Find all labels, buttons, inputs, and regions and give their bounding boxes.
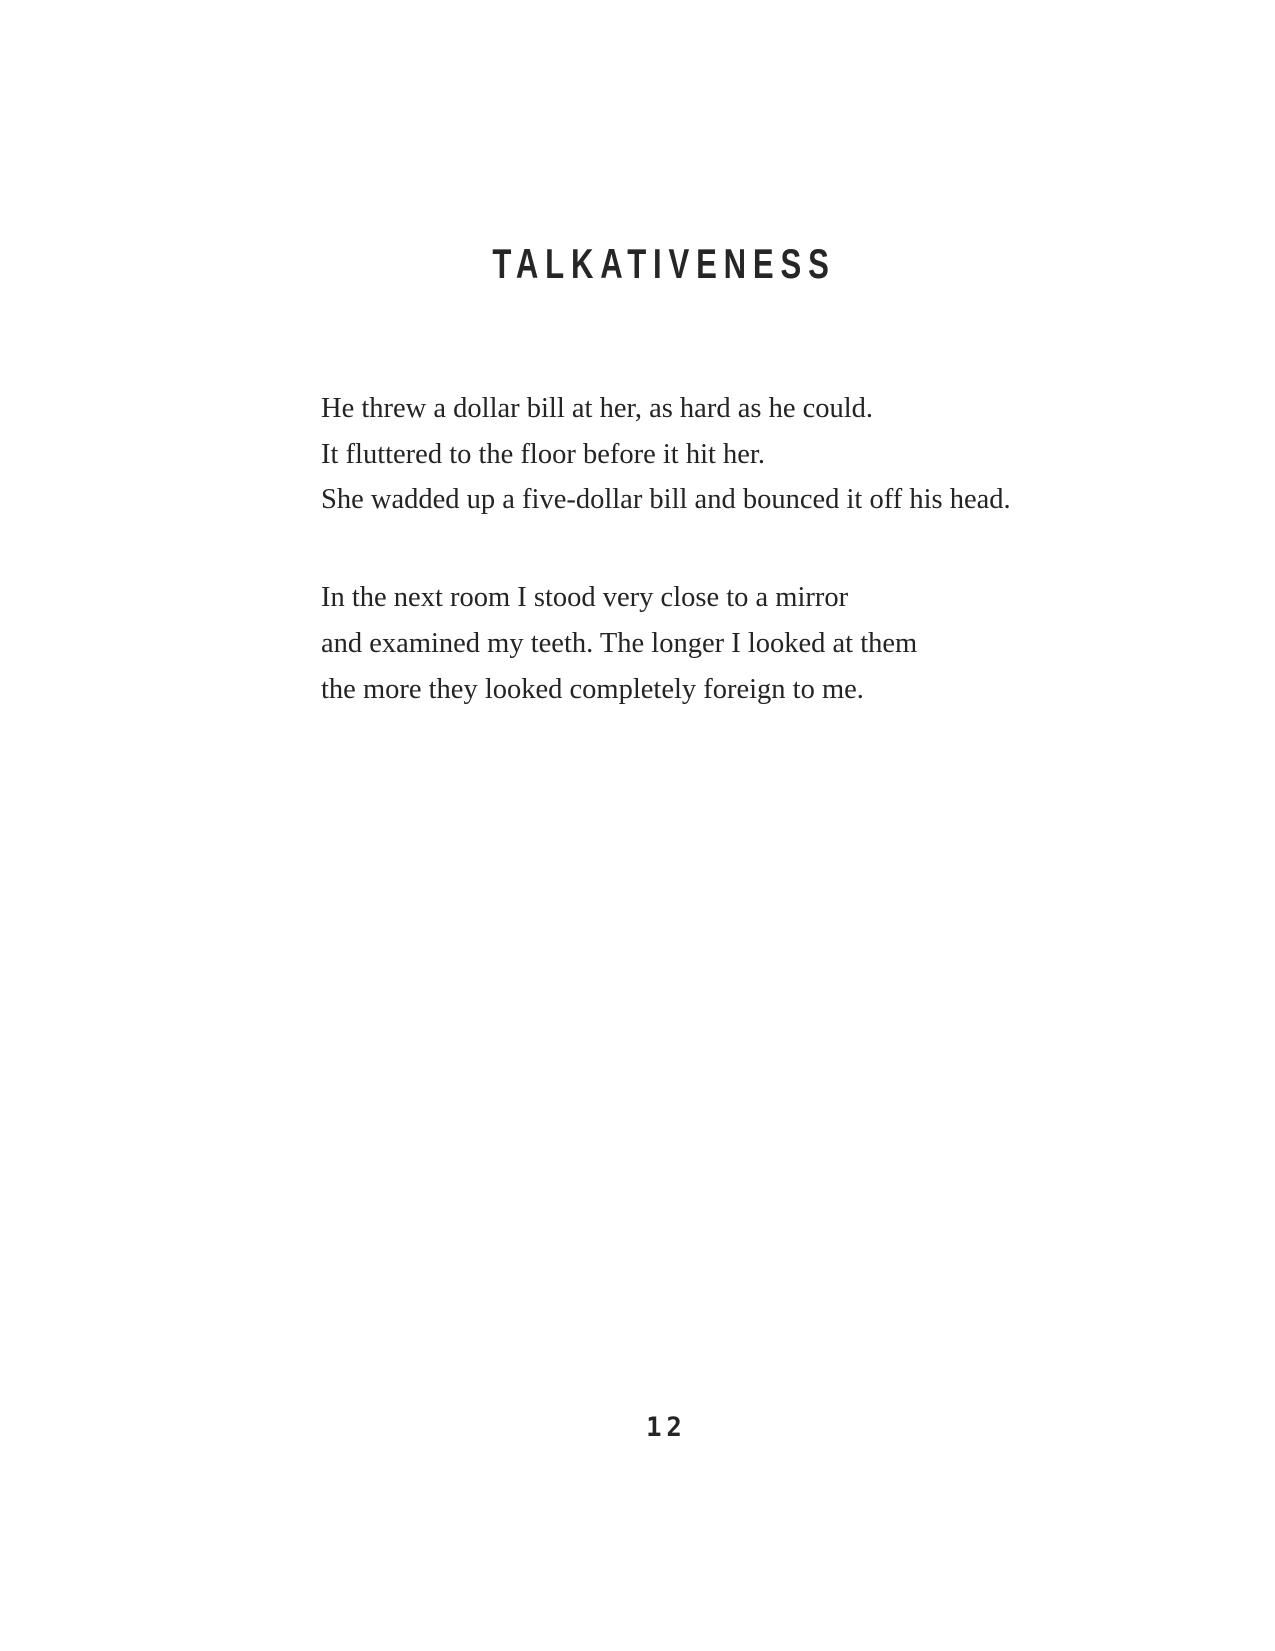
stanza-1 <box>321 386 1009 523</box>
poem-body <box>321 386 1009 712</box>
poem-line: and examined my teeth. The longer I looked at them <box>321 627 918 659</box>
poem-title: TALKATIVENESS <box>492 240 836 287</box>
poem-line: She wadded up a five-dollar bill and bounced it off his head. <box>321 484 1011 516</box>
poem-line: In the next room I stood very close to a mirror <box>321 582 849 614</box>
poem-line: the more they looked completely foreign to me. <box>321 673 864 705</box>
poem-line: It fluttered to the floor before it hit her. <box>321 438 765 470</box>
stanza-2 <box>321 575 1009 712</box>
poem-line: He threw a dollar bill at her, as hard as he could. <box>321 393 874 424</box>
page-number: 12 <box>646 1412 687 1443</box>
